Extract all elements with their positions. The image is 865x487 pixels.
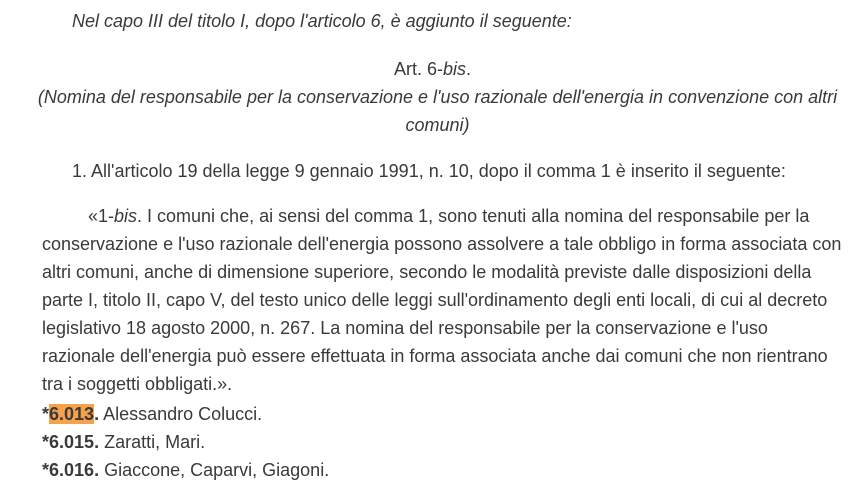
amendment-authors: Giaccone, Caparvi, Giagoni. [99,460,330,480]
amendment-dot: . [94,404,100,424]
article-heading-end: . [466,59,472,79]
amendment-dot: . [94,432,100,452]
quote-body: . I comuni che, ai sensi del comma 1, sono tenuti alla nomina del responsabile per la conservazione e l'uso razionale dell'energia possono assolvere a tale obbligo in forma associata con altri comuni, anche di dimensione superiore, secondo le modalità previste dalle disposizioni della parte I, titolo II, capo V, del testo unico delle leggi sull'ordinamento degli enti locali, di cui al decreto legislativo 18 agosto 2000, n. 267. La nomina del responsabile per la conservazione e l'uso razionale dell'energia può essere effettuata in forma associata anche dai comuni che non rientrano tra i soggetti obbligati.». [42,206,842,394]
intro-text: Nel capo III del titolo I, dopo l'articolo 6, è aggiunto il seguente: [72,11,572,31]
amendment-star: * [42,404,50,424]
article-heading-bis: bis [442,59,466,79]
paragraph-1: 1. All'articolo 19 della legge 9 gennaio 1991, n. 10, dopo il comma 1 è inserito il seguente: [72,161,786,181]
amendment-item [42,400,262,428]
amendment-star: * [42,432,50,452]
amendment-item [42,428,205,456]
amendment-star: * [42,460,50,480]
amendment-item [42,456,329,484]
article-heading [0,56,865,82]
amendment-authors: Zaratti, Mari. [99,432,206,452]
article-heading-prefix: Art. 6- [393,59,443,79]
article-subtitle: (Nomina del responsabile per la conservazione e l'uso razionale dell'energia in convenzione con altri comuni) [37,87,838,135]
amendment-number[interactable]: 6.016 [49,460,95,480]
quote-bis: bis [114,206,138,226]
quote-open: «1- [88,206,115,226]
amendment-dot: . [94,460,100,480]
quoted-comma [42,202,842,398]
amendment-number-highlighted[interactable]: 6.013 [49,404,95,424]
amendment-number[interactable]: 6.015 [49,432,95,452]
amendment-authors: Alessandro Colucci. [99,404,263,424]
